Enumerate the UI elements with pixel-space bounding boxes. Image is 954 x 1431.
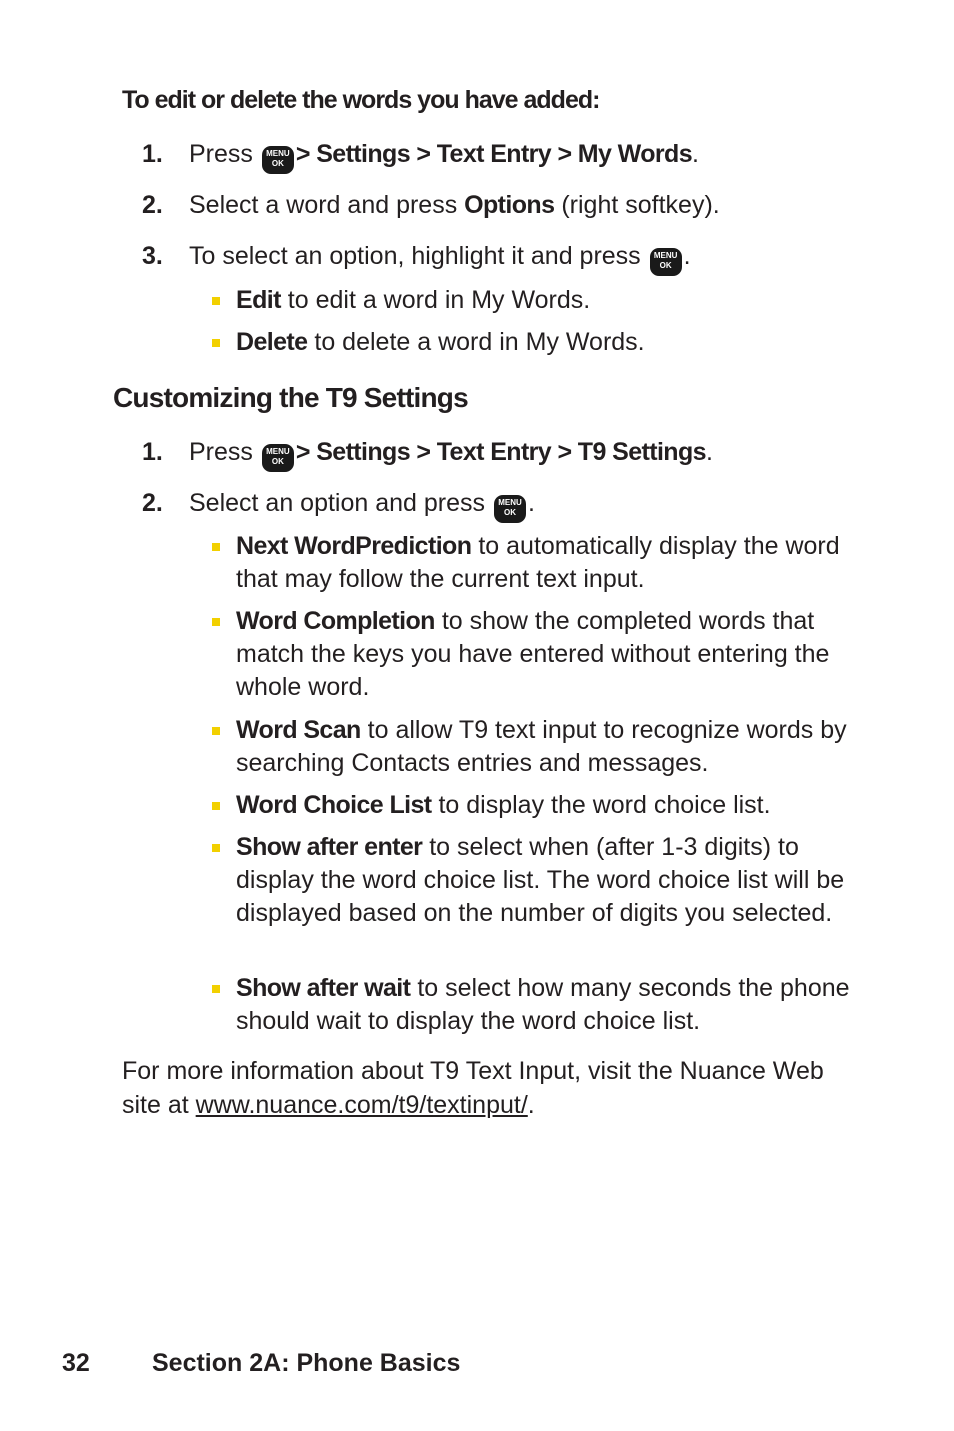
step-number: 2.: [142, 191, 163, 219]
section-footer: Section 2A: Phone Basics: [152, 1349, 461, 1377]
bullet-desc: to select how many seconds the phone should wait to display the word choice list.: [236, 974, 850, 1035]
bullet-delete: [236, 326, 856, 359]
options-label: Options: [464, 191, 555, 219]
bullet-term: Word Completion: [236, 607, 435, 635]
bullet-show-after-wait: [236, 972, 856, 1038]
step-text: Select a word and press: [189, 191, 458, 219]
menu-path: > Settings > Text Entry > My Words: [295, 140, 693, 168]
bullet-square: [212, 802, 220, 810]
menu-ok-key-icon: MENU OK: [262, 146, 294, 174]
step-1: [142, 436, 713, 472]
step-2: [142, 189, 720, 222]
step-2: [142, 487, 535, 523]
bullet-edit: [236, 284, 856, 317]
more-info-end: .: [527, 1091, 535, 1119]
step-text: Press: [189, 140, 253, 168]
bullet-desc: to delete a word in My Words.: [314, 328, 645, 356]
bullet-term: Word Choice List: [236, 791, 432, 819]
bullet-word-choice-list: [236, 789, 856, 822]
step-text: Select an option and press: [189, 489, 486, 517]
step-number: 1.: [142, 438, 163, 466]
step-end: .: [528, 489, 535, 517]
menu-ok-key-icon: MENU OK: [262, 444, 294, 472]
step-text: To select an option, highlight it and press: [189, 242, 641, 270]
step-1: [142, 138, 699, 174]
bullet-desc: to select when (after 1-3 digits) to display the word choice list. The word choice list will be displayed based on the number of digits you selected.: [236, 833, 845, 927]
bullet-term: Show after wait: [236, 974, 411, 1002]
step-number: 2.: [142, 489, 163, 517]
bullet-square: [212, 844, 220, 852]
intro-heading: To edit or delete the words you have added:: [122, 86, 600, 114]
bullet-desc: to edit a word in My Words.: [287, 286, 591, 314]
bullet-word-completion: [236, 605, 856, 704]
bullet-term: Next WordPrediction: [236, 532, 472, 560]
bullet-square: [212, 985, 220, 993]
section-heading: Customizing the T9 Settings: [113, 382, 468, 413]
bullet-square: [212, 339, 220, 347]
step-end: (right softkey).: [561, 191, 720, 219]
bullet-term: Word Scan: [236, 716, 361, 744]
menu-ok-key-icon: MENU OK: [650, 248, 682, 276]
step-end: .: [692, 140, 699, 168]
page-number: 32: [62, 1349, 90, 1377]
bullet-term: Show after enter: [236, 833, 423, 861]
step-end: .: [705, 438, 713, 466]
step-3: [142, 240, 691, 276]
bullet-term: Delete: [236, 328, 308, 356]
more-info-paragraph: [122, 1054, 842, 1122]
bullet-desc: to allow T9 text input to recognize words by searching Contacts entries and messages.: [236, 716, 847, 777]
bullet-square: [212, 543, 220, 551]
bullet-show-after-enter: [236, 831, 856, 930]
bullet-term: Edit: [236, 286, 281, 314]
step-end: .: [683, 242, 691, 270]
step-text: Press: [189, 438, 253, 466]
nuance-link[interactable]: www.nuance.com/t9/textinput/: [195, 1091, 528, 1119]
bullet-square: [212, 618, 220, 626]
step-number: 1.: [142, 140, 163, 168]
step-number: 3.: [142, 242, 163, 270]
more-info-text: For more information about T9 Text Input, visit the Nuance Web site at: [122, 1057, 824, 1119]
bullet-square: [212, 297, 220, 305]
menu-ok-key-icon: MENU OK: [494, 495, 526, 523]
bullet-desc: to automatically display the word that may follow the current text input.: [236, 532, 840, 593]
bullet-desc: to show the completed words that match the keys you have entered without entering the whole word.: [236, 607, 830, 701]
bullet-square: [212, 727, 220, 735]
bullet-next-word-prediction: [236, 530, 856, 596]
menu-path: > Settings > Text Entry > T9 Settings: [295, 438, 706, 466]
bullet-word-scan: [236, 714, 856, 780]
bullet-desc: to display the word choice list.: [438, 791, 771, 819]
